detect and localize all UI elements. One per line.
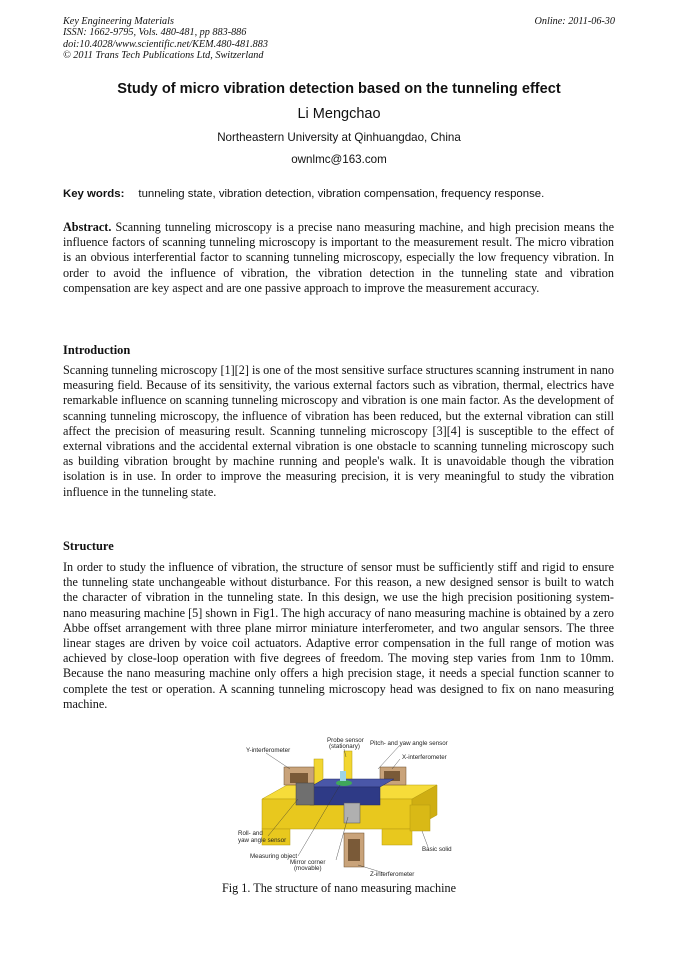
abstract-paragraph bbox=[63, 220, 614, 296]
doi-line: doi:10.4028/www.scientific.net/KEM.480-481.883 bbox=[63, 38, 268, 50]
paper-title: Study of micro vibration detection based on the tunneling effect bbox=[117, 81, 561, 97]
label-roll-yaw-2: yaw angle sensor bbox=[238, 837, 287, 844]
structure-paragraph: In order to study the influence of vibration, the structure of sensor must be sufficiently stiff and rigid to ensure the tunneling state unchangeable without disturbance. For this reason, a new designed sensor is built to watch the character of vibration in the tunneling state. In this design, we use the high precision positioning system-nano measuring machine [5] shown in Fig1. The high accuracy of nano measuring machine is obtained by a zero Abbe offset arrangement with three plane mirror miniature interferometer, and two angular sensors. The three linear stages are driven by voice coil actuators. Adaptive error compensation in the full range of motion was achieved by close-loop operation with five degrees of freedom. The moving step varies from 1nm to 10mm. Because the nano measuring machine only offers a high precision stage, it needs a special function scanner to complete the test or operation. A scanning tunneling microscopy head was designed to fix on nano measuring machine. bbox=[63, 560, 614, 711]
journal-name: Key Engineering Materials bbox=[63, 16, 174, 27]
author-email: ownlmc@163.com bbox=[291, 153, 387, 166]
keywords bbox=[63, 188, 623, 200]
author-name: Li Mengchao bbox=[297, 106, 381, 122]
basic-solid-block bbox=[410, 805, 430, 831]
affiliation: Northeastern University at Qinhuangdao, China bbox=[217, 131, 461, 144]
nano-measuring-machine-figure bbox=[232, 737, 468, 877]
structure-heading: Structure bbox=[63, 539, 114, 553]
y-interferometer-face bbox=[290, 773, 308, 783]
label-probe-sensor: Probe sensor bbox=[327, 737, 364, 744]
abstract-label: Abstract. bbox=[63, 220, 112, 234]
keywords-label: Key words: bbox=[63, 188, 125, 200]
figure-caption: Fig 1. The structure of nano measuring machine bbox=[222, 881, 456, 895]
label-x-interferometer: X-interferometer bbox=[402, 754, 447, 761]
label-probe-stationary: (stationary) bbox=[329, 743, 360, 750]
introduction-paragraph: Scanning tunneling microscopy [1][2] is one of the most sensitive surface structures scanning instrument in nano measuring field. Because of its sensitivity, the various external factors such as vibration, thermal, electrics have remarkable influence on scanning tunneling microscopy and vibration is one main factor. As the development of scanning tunneling microscopy, the influence of vibration has been reduced, but the external vibration can still affect the precision of measuring result. Scanning tunneling microscopy [3][4] is susceptible to the effect of external vibrations and the accidental external vibration is one obstacle to scanning tunneling microscopy such as building vibration brought by machine running and people's walk. It is unavoidable though the vibration isolation is in use. In order to improve the measuring precision, it is very meaningful to study the vibration influence in the tunneling state. bbox=[63, 363, 614, 499]
label-mirror-corner: Mirror corner bbox=[290, 859, 326, 866]
z-interferometer-face bbox=[348, 839, 360, 861]
online-date: Online: 2011-06-30 bbox=[534, 16, 615, 27]
roll-yaw-sensor-block bbox=[296, 783, 314, 805]
label-pitch-yaw-sensor: Pitch- and yaw angle sensor bbox=[370, 740, 448, 747]
introduction-heading: Introduction bbox=[63, 343, 131, 357]
label-z-interferometer: Z-interferometer bbox=[370, 871, 415, 877]
copyright-line: © 2011 Trans Tech Publications Ltd, Switzerland bbox=[63, 50, 264, 62]
probe-tip bbox=[340, 771, 346, 781]
label-mirror-movable: (movable) bbox=[294, 865, 322, 872]
issn-line: ISSN: 1662-9795, Vols. 480-481, pp 883-886 bbox=[63, 27, 247, 39]
abstract-text: Scanning tunneling microscopy is a precise nano measuring machine, and high precision means the influence factors of scanning tunneling microscopy is important to the measurement result. The micro vibration is an obvious interferential factor to scanning tunneling microscopy, especially the low frequency vibration. In order to avoid the influence of vibration, the vibration detection in the tunneling state and vibration compensation are key aspect and are one passive approach to improve the measurement accuracy. bbox=[63, 220, 614, 295]
stage-front bbox=[310, 787, 380, 805]
label-y-interferometer: Y-interferometer bbox=[246, 747, 291, 754]
mirror-corner-shape bbox=[344, 803, 360, 823]
base-leg-right bbox=[382, 829, 412, 845]
label-measuring-object: Measuring object bbox=[250, 853, 298, 860]
label-basic-solid: Basic solid bbox=[422, 846, 452, 853]
keywords-text: tunneling state, vibration detection, vibration compensation, frequency response. bbox=[138, 188, 545, 200]
label-roll-yaw-1: Roll- and bbox=[238, 830, 263, 837]
